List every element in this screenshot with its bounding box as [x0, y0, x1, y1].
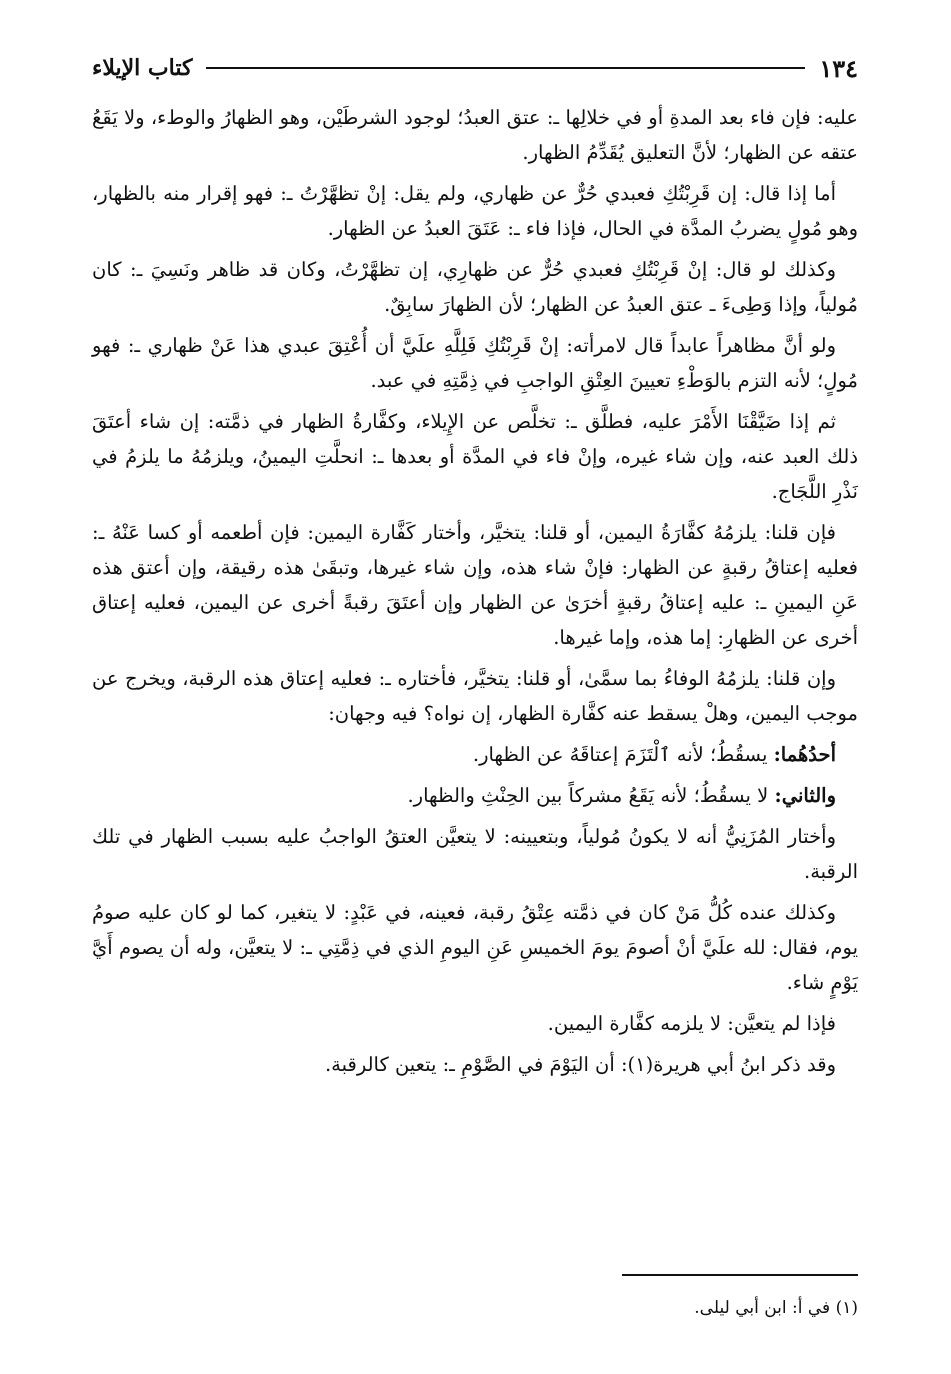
- paragraph-text: يسقُطُ؛ لأنه ٱلْتَزَمَ إعتاقَهُ عن الظهار.: [472, 743, 774, 766]
- footnote: (١) في أ: ابن أبي ليلى.: [694, 1298, 858, 1318]
- paragraph-lead: والثاني:: [774, 784, 836, 807]
- paragraph-lead: أحدُهُما:: [773, 743, 836, 766]
- footnote-rule: [622, 1274, 858, 1276]
- paragraph: فإذا لم يتعيَّن: لا يلزمه كفَّارة اليمين.: [547, 1012, 836, 1035]
- header-rule: [206, 67, 805, 69]
- paragraph: وكذلك عنده كُلُّ مَنْ كان في ذمَّته عِتْقُ رقبة، فعينه، في عَبْدٍ: لا يتغير، كما لو كان عليه صومُ يوم، فقال: لله علَيَّ أنْ أصومَ يومَ الخميسِ عَنِ اليومِ الذي في ذِمَّتِي ـ: لا يتعيَّن، وله أن يصوم أَيَّ يَوْمٍ شاء.: [92, 901, 858, 994]
- paragraph: ولو أنَّ مظاهراً عابداً قال لامرأته: إنْ قَرِبْتُكِ فَلِلَّهِ علَيَّ أن أُعْتِقَ عبدي هذا عَنْ ظهاري ـ: فهو مُولٍ؛ لأنه التزم بالوَطْءِ تعيينَ العِتْقِ الواجبِ في ذِمَّتِهِ في عبد.: [92, 334, 858, 392]
- paragraph: وكذلك لو قال: إنْ قَرِبْتُكِ فعبدي حُرٌّ عن ظهارِي، إن تظهَّرْتُ، وكان قد ظاهر ونَسِيَ ـ: كان مُولياً، وإذا وَطِىءَ ـ عتق العبدُ عن الظهار؛ لأن الظهارَ سابِقٌ.: [92, 258, 858, 316]
- page-header: [92, 50, 858, 86]
- body-text: [92, 100, 858, 1082]
- book-title: كتاب الإيلاء: [92, 55, 193, 81]
- paragraph: وأختار المُزَنِيُّ أنه لا يكونُ مُولياً، وبتعيينه: لا يتعيَّن العتقُ الواجبُ عليه بسبب الظهار في تلك الرقبة.: [92, 825, 858, 883]
- paragraph: وإن قلنا: يلزمُهُ الوفاءُ بما سمَّىٰ، أو قلنا: يتخيَّر، فأختاره ـ: فعليه إعتاق هذه الرقبة، ويخرج عن موجب اليمين، وهلْ يسقط عنه كفَّارة الظهار، إن نواه؟ فيه وجهان:: [92, 667, 858, 725]
- paragraph: ثم إذا ضَيَّقْنَا الأَمْرَ عليه، فطلَّق ـ: تخلَّص عن الإِيلاء، وكفَّارةُ الظهار في ذمَّته: إن شاء أعتَقَ ذلك العبد عنه، وإن شاء غيره، وإنْ فاء في المدَّة أو بعدها ـ: انحلَّتِ اليمينُ، ويلزمُهُ ما يلزمُ في نَذْرِ اللَّجَاج.: [92, 410, 858, 503]
- paragraph: أما إذا قال: إن قَرِبْتُكِ فعبدي حُرٌّ عن ظهاري، ولم يقل: إنْ تظهَّرْتُ ـ: فهو إقرار منه بالظهار، وهو مُولٍ يضربُ المدَّة في الحال، فإذا فاء ـ: عَتَقَ العبدُ عن الظهار.: [92, 182, 858, 240]
- page-number: ١٣٤: [819, 53, 858, 83]
- paragraph: وقد ذكر ابنُ أبي هريرة(١): أن اليَوْمَ في الصَّوْمِ ـ: يتعين كالرقبة.: [324, 1053, 836, 1076]
- paragraph: فإن قلنا: يلزمُهُ كفَّارَةُ اليمين، أو قلنا: يتخيَّر، وأختار كَفَّارة اليمين: فإن أطعمه أو كسا عَنْهُ ـ: فعليه إعتاقُ رقبةٍ عن الظهار: فإنْ شاء هذه، وإن شاء غيرها، وتبقَىٰ هذه رقيقة، وإن أعتق هذه عَنِ اليمينِ ـ: عليه إعتاقُ رقبةٍ أخرَىٰ عن الظهار وإن أعتَقَ رقبةً أخرى عن اليمين، فعليه إعتاق أخرى عن الظهارِ: إما هذه، وإما غيرها.: [92, 521, 858, 649]
- document-page: [92, 50, 858, 1340]
- paragraph-text: لا يسقُطُ؛ لأنه يَقَعُ مشركاً بين الحِنْثِ والظهار.: [407, 784, 775, 807]
- paragraph: [92, 778, 858, 813]
- paragraph: [92, 737, 858, 772]
- paragraph: عليه: فإن فاء بعد المدةِ أو في خلالِها ـ: عتق العبدُ؛ لوجود الشرطَيْن، وهو الظهارُ والوطء، ولا يَقَعُ عتقه عن الظهار؛ لأنَّ التعليق يُقَدِّمُ الظهار.: [92, 106, 858, 164]
